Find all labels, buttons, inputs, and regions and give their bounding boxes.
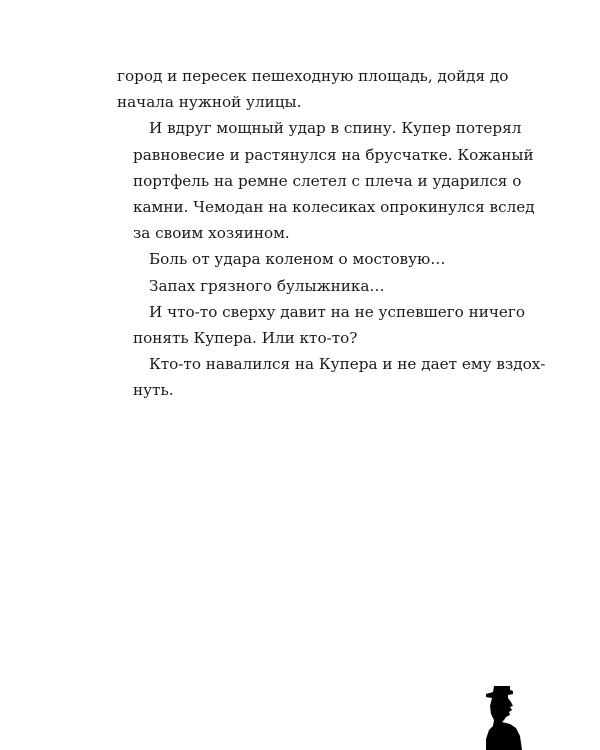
paragraph: [117, 273, 462, 299]
text-line: за своим хозяином.: [133, 224, 290, 243]
text-line: равновесие и растянулся на брусчатке. Кожаный: [133, 145, 534, 164]
detective-silhouette-icon: [480, 684, 524, 750]
text-line: И вдруг мощный удар в спину. Купер потерял: [149, 119, 522, 138]
paragraph: [117, 63, 509, 115]
text-line: Запах грязного булыжника…: [149, 276, 385, 295]
text-line: понять Купера. Или кто-то?: [133, 329, 358, 348]
paragraph: [117, 246, 462, 272]
text-line: город и пересек пешеходную площадь, дойдя до: [117, 67, 509, 85]
text-line: Кто-то навалился на Купера и не дает ему вздох-: [149, 355, 546, 374]
text-line: портфель на ремне слетел с плеча и ударился о: [133, 171, 522, 190]
text-line: И что-то сверху давит на не успевшего ничего: [149, 302, 526, 321]
body-text: [117, 63, 546, 404]
paragraph: [117, 115, 535, 246]
paragraph: [117, 299, 526, 351]
text-line: начала нужной улицы.: [117, 93, 302, 112]
text-line: нуть.: [133, 381, 174, 400]
text-line: Боль от удара коленом о мостовую…: [149, 250, 446, 269]
text-line: камни. Чемодан на колесиках опрокинулся вслед: [133, 198, 535, 217]
paragraph: [117, 351, 546, 403]
